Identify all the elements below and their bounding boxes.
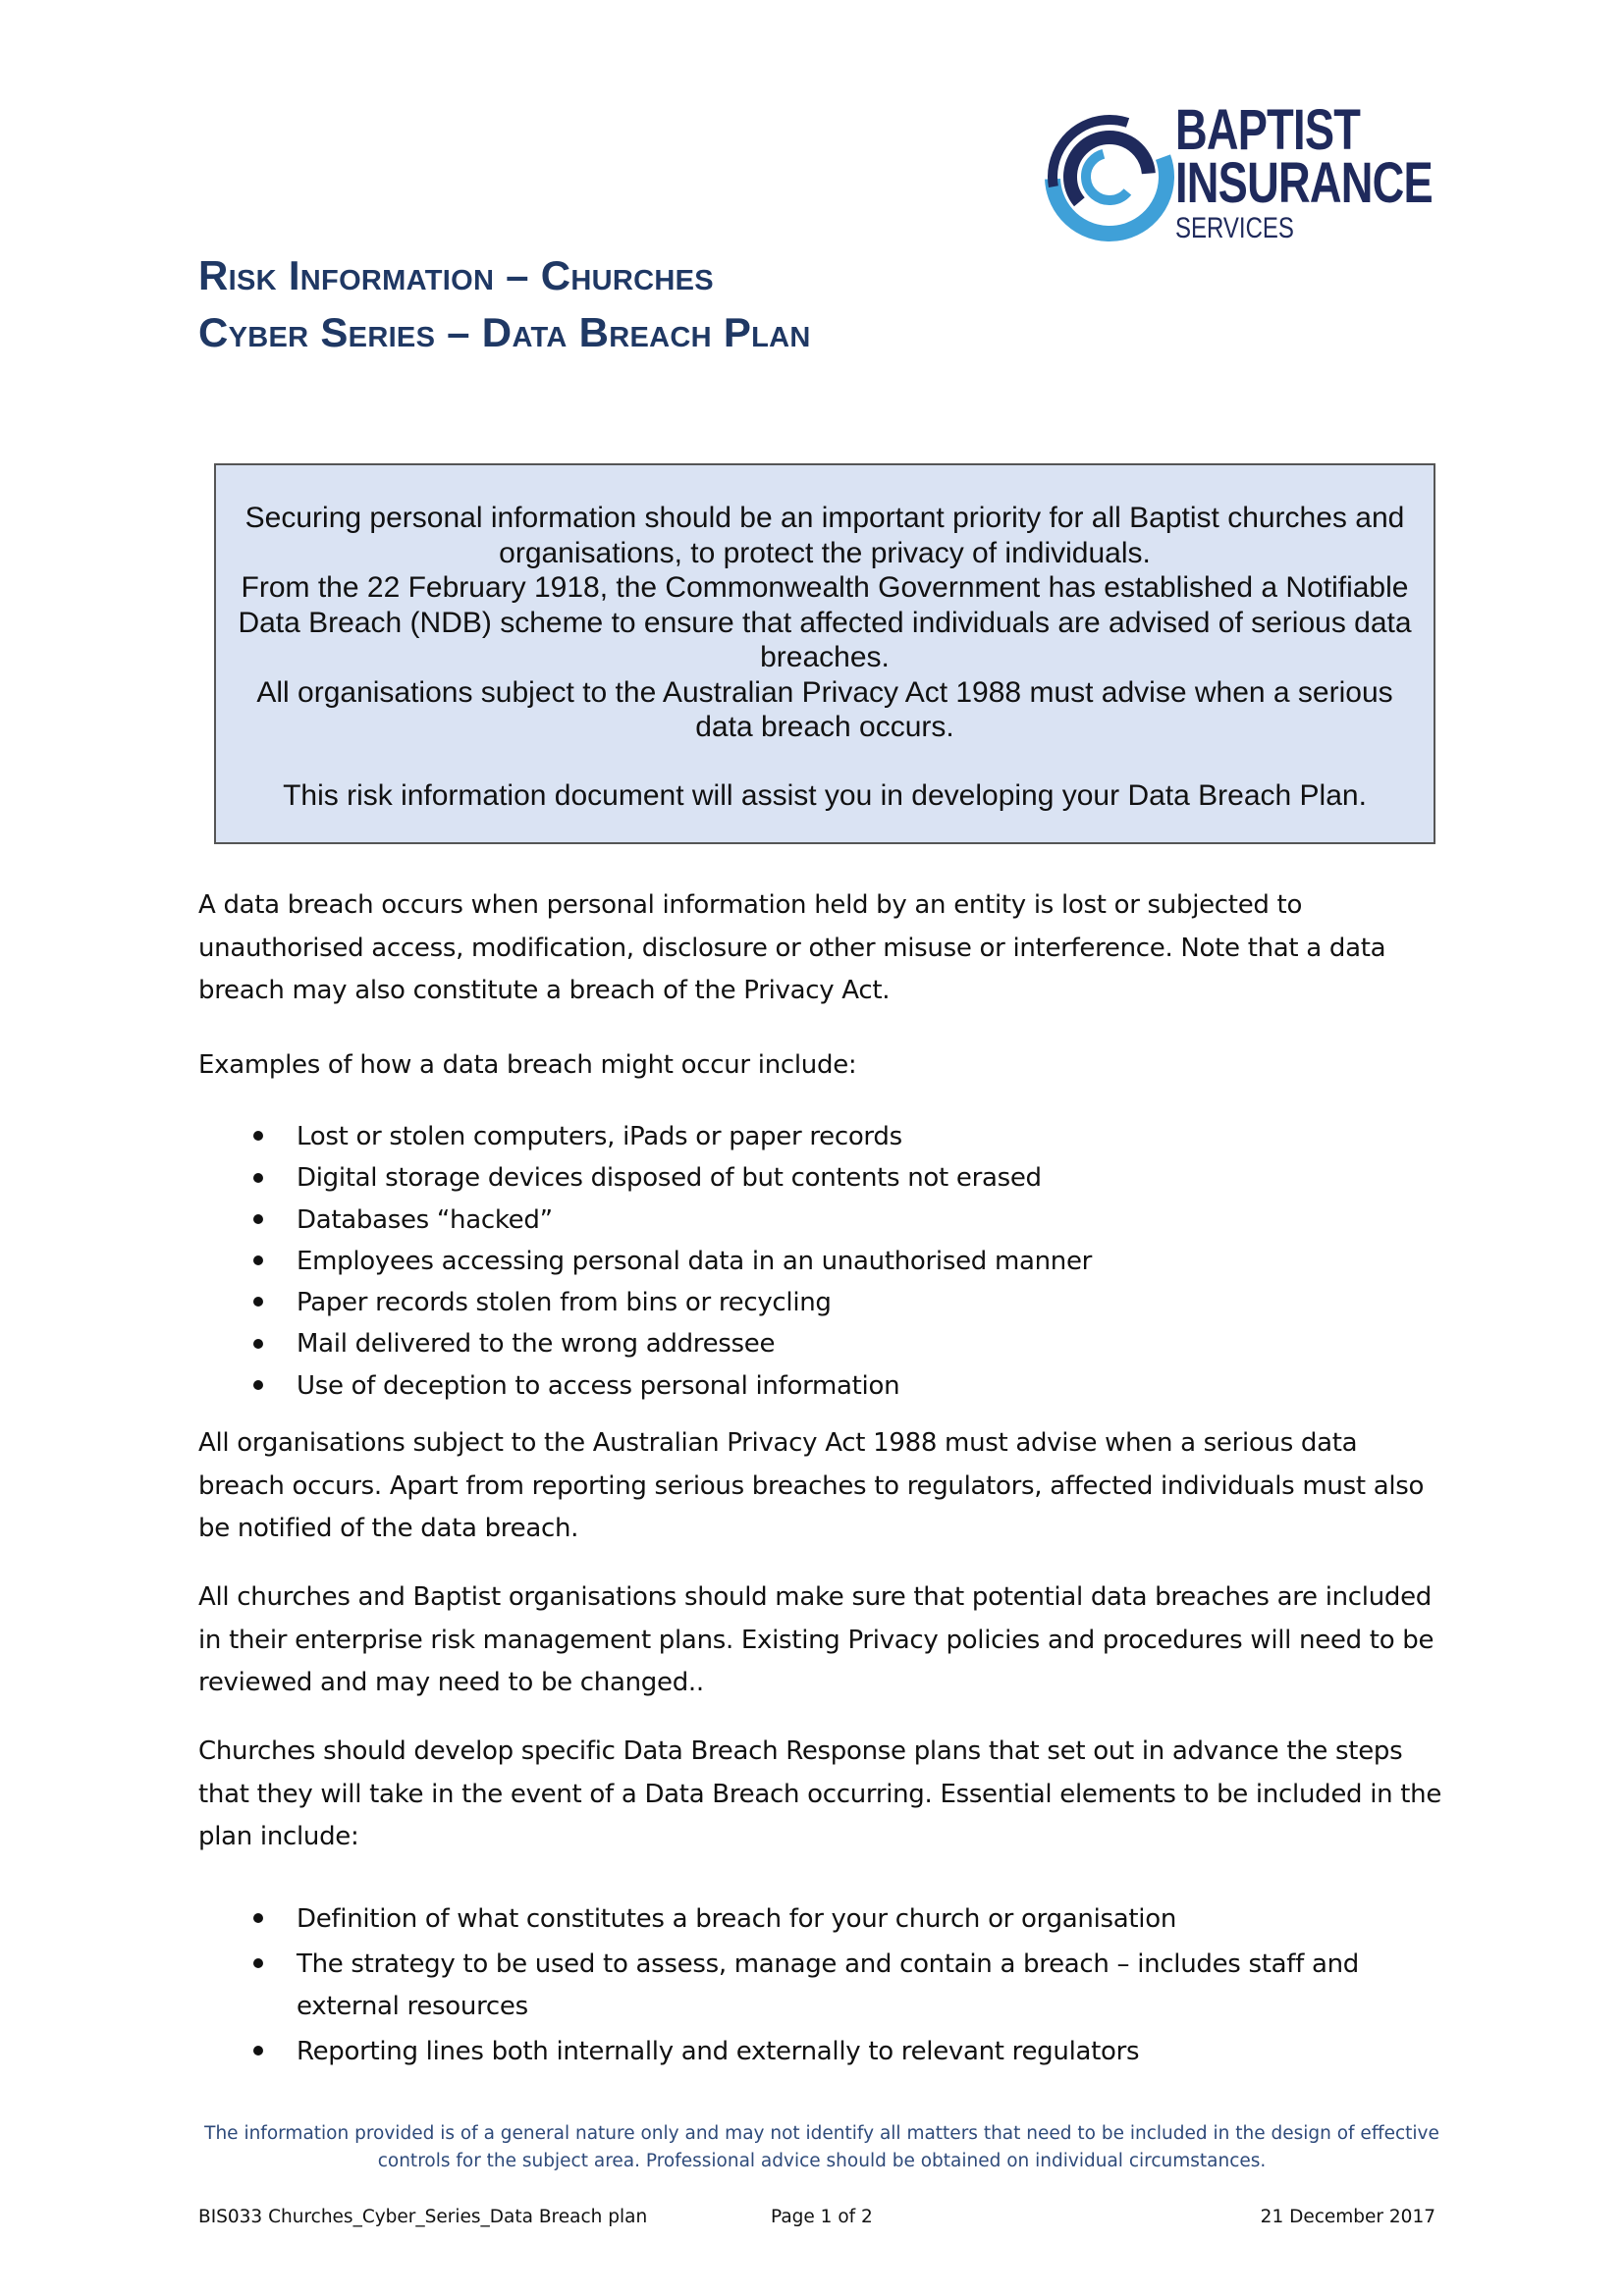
title-line-1: Risk Information – Churches bbox=[198, 252, 714, 298]
list-item: Mail delivered to the wrong addressee bbox=[198, 1323, 1445, 1364]
list-item: Use of deception to access personal information bbox=[198, 1365, 1445, 1407]
list-item: Definition of what constitutes a breach for your church or organisation bbox=[198, 1898, 1445, 1942]
list-item: Databases “hacked” bbox=[198, 1200, 1445, 1241]
footer-page-number: Page 1 of 2 bbox=[771, 2207, 873, 2227]
intro-paragraph: All organisations subject to the Australian Privacy Act 1988 must advise when a serious data breach occurs. bbox=[256, 675, 1393, 743]
paragraph-response-plans: Churches should develop specific Data Breach Response plans that set out in advance the steps that they will take in the event of a Data Breach occurring. Essential elements to be included in the plan include: bbox=[198, 1736, 1442, 1851]
paragraph-definition: A data breach occurs when personal information held by an entity is lost or subjected to unauthorised access, modification, disclosure or other misuse or interference. Note that a data breach may also constitute a breach of the Privacy Act. bbox=[198, 890, 1386, 1005]
baptist-insurance-logo bbox=[1043, 98, 1435, 244]
paragraph-risk-plans: All churches and Baptist organisations should make sure that potential data breaches are included in their enterprise risk management plans. Existing Privacy policies and procedures will need to be reviewed and may need to be changed.. bbox=[198, 1582, 1435, 1697]
footer-date: 21 December 2017 bbox=[1260, 2207, 1435, 2227]
list-item: Digital storage devices disposed of but contents not erased bbox=[198, 1157, 1445, 1199]
title-line-2: Cyber Series – Data Breach Plan bbox=[198, 309, 811, 355]
logo-line-2: INSURANCE bbox=[1175, 151, 1433, 215]
intro-paragraph: From the 22 February 1918, the Commonwealth Government has established a Notifiable Data Breach (NDB) scheme to ensure that affected individuals are advised of serious data breaches. bbox=[238, 571, 1412, 673]
logo-line-3: SERVICES bbox=[1175, 212, 1294, 244]
intro-box bbox=[214, 463, 1435, 844]
list-item: Lost or stolen computers, iPads or paper records bbox=[198, 1116, 1445, 1157]
swirl-logo-icon bbox=[1043, 110, 1176, 243]
list-item: Reporting lines both internally and externally to relevant regulators bbox=[198, 2031, 1445, 2074]
list-item: Employees accessing personal data in an unauthorised manner bbox=[198, 1241, 1445, 1282]
intro-paragraph: Securing personal information should be an important priority for all Baptist churches and organisations, to protect the privacy of individuals. bbox=[244, 502, 1405, 569]
intro-closing: This risk information document will assist you in developing your Data Breach Plan. bbox=[283, 778, 1367, 812]
paragraph-privacy-act: All organisations subject to the Australian Privacy Act 1988 must advise when a serious data breach occurs. Apart from reporting serious breaches to regulators, affected individuals must also be notified of the data breach. bbox=[198, 1428, 1425, 1543]
list-item: The strategy to be used to assess, manage and contain a breach – includes staff and external resources bbox=[198, 1944, 1445, 2029]
list-item: Paper records stolen from bins or recycling bbox=[198, 1282, 1445, 1323]
logo-line-1: BAPTIST bbox=[1175, 98, 1361, 162]
plan-elements-list bbox=[198, 1898, 1445, 2075]
disclaimer: The information provided is of a general nature only and may not identify all matters that need to be included in the design of effective controls for the subject area. Professional advice should be obtained on individual circumstances. bbox=[204, 2123, 1439, 2171]
footer-document-id: BIS033 Churches_Cyber_Series_Data Breach plan bbox=[198, 2207, 648, 2227]
examples-list bbox=[198, 1116, 1445, 1407]
document-title bbox=[198, 247, 811, 361]
paragraph-examples-intro: Examples of how a data breach might occur include: bbox=[198, 1050, 857, 1080]
